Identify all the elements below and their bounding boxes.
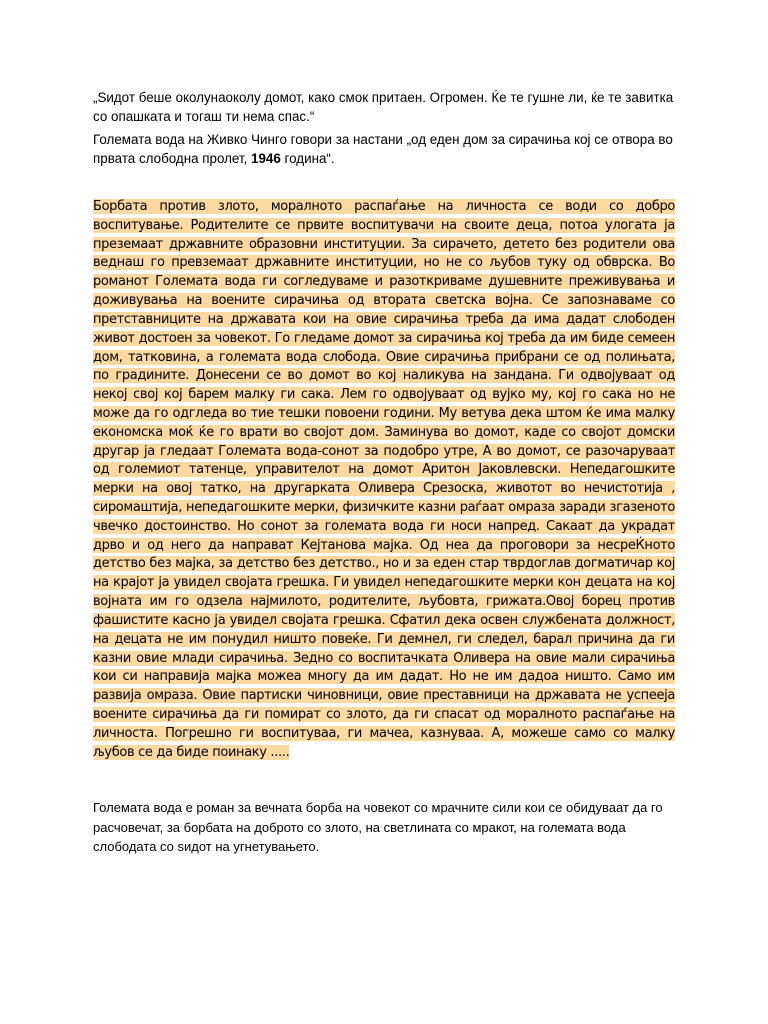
closing-paragraph: Големата вода е роман за вечната борба на човекот со мрачните сили кои се обидуваат да го расчовечат, за борбата на доброто со злото, на светлината со мракот, на големата вода слободата со ѕидот на угнетувањето. [93, 800, 663, 854]
intro-text-after-year: година“. [280, 151, 335, 166]
intro-text-before-year: Големата вода на Живко Чинго говори за настани „од еден дом за сирачиња кој се отвора во првата слободна пролет, [93, 132, 673, 166]
intro-year: 1946 [251, 151, 281, 166]
highlighted-text: Борбата против злото, моралното распаѓање на личноста се води со добро воспитување. Родителите се првите воспитувачи на своите деца, потоа улогата ја преземаат државните образовни институции. За сирачето, детето без родители ова веднаш го превземаат државните институции, но не со љубов туку од обврска. Во романот Големата вода ги согледуваме и разоткриваме душевните преживувања и доживувања на воените сирачиња од втората светска војна. Се запознаваме со претставниците на државата кои на овие сирачиња треба да има дадат слободен живот достоен за човекот. Го гледаме домот за сирачиња кој треба да им биде семеен дом, татковина, а големата вода слобода. Овие сирачиња прибрани се од полињата, по градините. Донесени се во домот во кој наликува на зандана. Ги одвојуваат од некој свој кој барем малку ги сака. Лем го одвојуваат од вујко му, кој го сака но не може да го одгледа во тие тешки повоени години. Му ветува дека штом ќе има малку економска моќ ќе го врати во својот дом. Заминува во домот, каде со својот домски другар ја гледаат Големата вода-сонот за подобро утре, А во домот, се разочаруваат од големиот татенце, управителот на домот Аритон Јаковлевски. Непедагошките мерки на овој татко, на другарката Оливера Срезоска, животот во нечистотија , сиромаштија, непедагошките мерки, физичките казни раѓаат омраза заради згазеното чвечко достоинство. Но сонот за големата вода ги носи напред. Сакаат да украдат дрво и од него да направат Кејтанова мајка. Од неа да проговори за несреЌното детство без мајка, за детство без детство., но и за еден стар тврдоглав догматичар кој на крајот ја увидел својата грешка. Ги увидел непедагошките мерки кон децата на кој војната им го одзела најмилото, родителите, љубовта, грижата.Овој борец против фашистите касно ја увидел својата грешка. Сфатил дека освен службената должност, на децата не им понудил ништо повеќе. Ги демнел, ги следел, барал причина да ги казни овие млади сирачиња. Зедно со воспитачката Оливера на овие мали сирачиња кои си направија мајка можеа многу да им дадат. Но не им дадоа ништо. Само им развија омраза. Овие партиски чиновници, овие преставници на државата не успееја воените сирачиња да ги помират со злото, да ги спасат од моралното распаѓање на личноста. Погрешно ги воспитуваа, ги мачеа, казнуваа. А, можеше само со малку љубов се да биде поинаку ..... [93, 199, 675, 760]
highlighted-essay-paragraph [93, 198, 675, 762]
quote-paragraph: „Ѕидот беше околунаоколу домот, како смок притаен. Огромен. Ќе те гушне ли, ќе те завитка со опашката и тогаш ти нема спас.“ [93, 90, 674, 124]
intro-paragraph [93, 130, 675, 168]
